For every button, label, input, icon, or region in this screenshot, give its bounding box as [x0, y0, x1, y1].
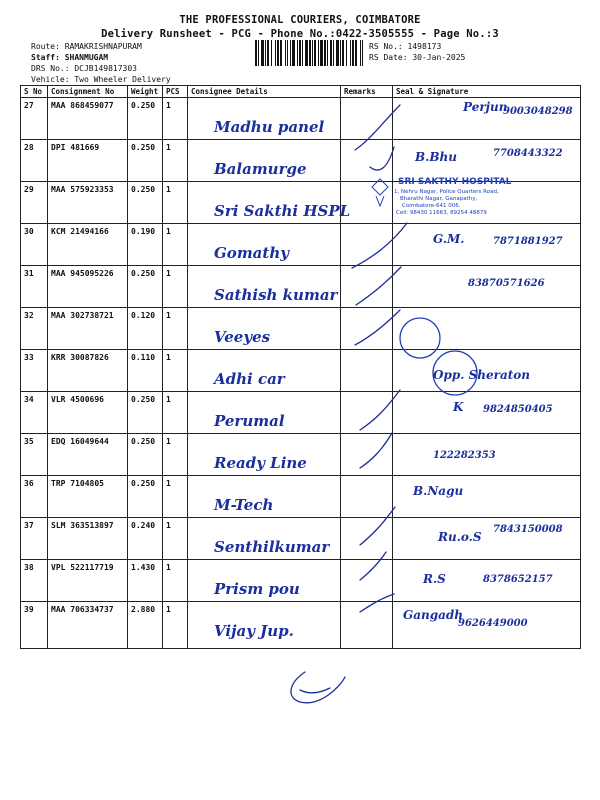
runsheet-subtitle: Delivery Runsheet - PCG - Phone No.:0422-3505555 - Page No.:3 — [101, 28, 499, 40]
cell-sno: 30 — [21, 224, 48, 266]
cell-pcs: 1 — [163, 308, 188, 350]
vehicle-value: Two Wheeler Delivery — [74, 75, 171, 84]
consignee-handwritten-name: M-Tech — [214, 496, 274, 514]
col-header-pcs: PCS — [163, 86, 188, 98]
barcode-bar — [333, 40, 334, 66]
vehicle-line — [31, 74, 171, 85]
signature-phone: 9626449000 — [458, 618, 528, 629]
cell-remarks — [341, 518, 393, 560]
stamp-line-0: SRI SAKTHY HOSPITAL — [398, 177, 512, 187]
signature-text: Perjun — [463, 100, 508, 114]
cell-consignee-details — [188, 182, 351, 224]
cell-weight: 0.250 — [128, 140, 163, 182]
barcode-bar — [302, 40, 303, 66]
cell-seal-signature — [393, 560, 581, 602]
cell-consignee-details — [188, 350, 341, 392]
barcode-bar — [330, 40, 332, 66]
route-line — [31, 41, 171, 52]
table-row — [21, 266, 581, 308]
cell-remarks — [341, 308, 393, 350]
drs-value: DCJB149817303 — [74, 64, 137, 73]
cell-sno: 37 — [21, 518, 48, 560]
cell-sno: 29 — [21, 182, 48, 224]
barcode-bar — [336, 40, 339, 66]
cell-sno: 36 — [21, 476, 48, 518]
cell-weight: 0.250 — [128, 98, 163, 140]
barcode-bar — [271, 40, 272, 66]
cell-weight: 0.250 — [128, 476, 163, 518]
table-row — [21, 476, 581, 518]
cell-sno: 35 — [21, 434, 48, 476]
barcode-bar — [309, 40, 311, 66]
cell-consignee-details — [188, 308, 341, 350]
cell-pcs: 1 — [163, 98, 188, 140]
barcode-bar — [350, 40, 351, 66]
cell-seal-signature — [393, 476, 581, 518]
cell-pcs: 1 — [163, 350, 188, 392]
signature-phone: 8378652157 — [483, 574, 553, 585]
barcode-bar — [305, 40, 308, 66]
cell-pcs: 1 — [163, 476, 188, 518]
signature-text: Opp. Sheraton — [433, 368, 530, 382]
cell-sno: 31 — [21, 266, 48, 308]
signature-phone: 7843150008 — [493, 524, 563, 535]
cell-consignment: MAA 706334737 — [48, 602, 128, 649]
cell-consignment: TRP 7104805 — [48, 476, 128, 518]
cell-consignment: MAA 945095226 — [48, 266, 128, 308]
barcode-bar — [290, 40, 291, 66]
signature-phone: 7708443322 — [493, 148, 563, 159]
cell-weight: 0.250 — [128, 182, 163, 224]
barcode-bar — [352, 40, 354, 66]
company-title: THE PROFESSIONAL COURIERS, COIMBATORE — [179, 14, 421, 26]
table-header-row — [21, 86, 581, 98]
cell-seal-signature — [393, 266, 581, 308]
col-header-weight: Weight — [128, 86, 163, 98]
barcode-bar — [324, 40, 326, 66]
stamp-line-3: Coimbatore-641 006. — [402, 203, 461, 209]
cell-pcs: 1 — [163, 560, 188, 602]
signature-text: K — [453, 400, 464, 414]
consignee-handwritten-name: Veeyes — [214, 328, 271, 346]
table-row — [21, 182, 581, 224]
cell-seal-signature — [393, 98, 581, 140]
barcode-bar — [287, 40, 288, 66]
barcode-bar — [261, 40, 264, 66]
cell-weight: 0.240 — [128, 518, 163, 560]
barcode-bar — [280, 40, 282, 66]
cell-consignment: MAA 868459077 — [48, 98, 128, 140]
rs-no-label: RS No.: — [369, 42, 403, 51]
cell-pcs: 1 — [163, 266, 188, 308]
barcode-bar — [312, 40, 313, 66]
barcode-bar — [292, 40, 295, 66]
table-row — [21, 518, 581, 560]
cell-consignee-details — [188, 560, 341, 602]
table-row — [21, 392, 581, 434]
barcode-bar — [267, 40, 269, 66]
cell-pcs: 1 — [163, 392, 188, 434]
cell-consignee-details — [188, 392, 341, 434]
cell-consignee-details — [188, 224, 341, 266]
signature-phone: 7871881927 — [493, 236, 563, 247]
cell-seal-signature — [393, 350, 581, 392]
cell-remarks — [341, 476, 393, 518]
signature-phone: 9824850405 — [483, 404, 553, 415]
barcode-bar — [275, 40, 276, 66]
barcode-bar — [340, 40, 341, 66]
consignee-handwritten-name: Senthilkumar — [214, 538, 330, 556]
table-row — [21, 98, 581, 140]
cell-weight: 0.190 — [128, 224, 163, 266]
cell-sno: 32 — [21, 308, 48, 350]
signature-text: G.M. — [433, 232, 465, 246]
signature-text: Ru.o.S — [438, 530, 482, 544]
signature-phone: 122282353 — [433, 450, 496, 461]
cell-remarks — [341, 434, 393, 476]
cell-remarks — [341, 392, 393, 434]
table-row — [21, 308, 581, 350]
table-row — [21, 560, 581, 602]
cell-weight: 0.250 — [128, 266, 163, 308]
cell-consignee-details — [188, 140, 341, 182]
col-header-remarks: Remarks — [341, 86, 393, 98]
cell-sno: 28 — [21, 140, 48, 182]
cell-sno: 34 — [21, 392, 48, 434]
rs-date-line — [369, 52, 465, 63]
cell-remarks — [341, 350, 393, 392]
cell-consignment: DPI 481669 — [48, 140, 128, 182]
cell-consignee-details — [188, 266, 341, 308]
cell-sno: 39 — [21, 602, 48, 649]
barcode-bar — [258, 40, 259, 66]
consignee-handwritten-name: Balamurge — [214, 160, 307, 178]
cell-consignee-details — [188, 434, 341, 476]
signature-text: B.Bhu — [415, 150, 457, 164]
cell-weight: 1.430 — [128, 560, 163, 602]
barcode-bar — [285, 40, 286, 66]
barcode-bar — [346, 40, 347, 66]
cell-consignee-details — [188, 602, 341, 649]
signature-phone: 9003048298 — [503, 106, 573, 117]
consignee-handwritten-name: Sri Sakthi HSPL — [214, 202, 351, 220]
rs-no-value: 1498173 — [407, 42, 442, 51]
consignee-handwritten-name: Ready Line — [214, 454, 307, 472]
cell-pcs: 1 — [163, 182, 188, 224]
drs-line — [31, 63, 171, 74]
meta-left-block — [31, 41, 171, 85]
signature-text: B.Nagu — [413, 484, 464, 498]
cell-remarks — [341, 560, 393, 602]
cell-consignment: VLR 4500696 — [48, 392, 128, 434]
table-row — [21, 224, 581, 266]
table-row — [21, 350, 581, 392]
cell-remarks — [341, 182, 393, 224]
table-row — [21, 140, 581, 182]
staff-label: Staff: — [31, 53, 60, 62]
signature-text: Gangadh — [403, 608, 464, 622]
col-header-consignee: Consignee Details — [188, 86, 341, 98]
barcode-bar — [265, 40, 266, 66]
cell-weight: 2.880 — [128, 602, 163, 649]
col-header-seal: Seal & Signature — [393, 86, 581, 98]
cell-consignment: SLM 363513897 — [48, 518, 128, 560]
cell-weight: 0.250 — [128, 392, 163, 434]
cell-consignee-details — [188, 98, 341, 140]
consignee-handwritten-name: Sathish kumar — [214, 286, 338, 304]
cell-pcs: 1 — [163, 602, 188, 649]
stamp-line-2: Bharathi Nagar, Ganapathy, — [400, 196, 478, 202]
cell-remarks — [341, 98, 393, 140]
col-header-consignment: Consignment No — [48, 86, 128, 98]
barcode-bar — [299, 40, 301, 66]
cell-remarks — [341, 266, 393, 308]
table-row — [21, 434, 581, 476]
cell-pcs: 1 — [163, 518, 188, 560]
cell-seal-signature — [393, 224, 581, 266]
cell-sno: 33 — [21, 350, 48, 392]
cell-consignment: KRR 30087826 — [48, 350, 128, 392]
cell-seal-signature — [393, 182, 581, 224]
cell-remarks — [341, 140, 393, 182]
cell-remarks — [341, 224, 393, 266]
rs-no-line — [369, 41, 465, 52]
rs-date-label: RS Date: — [369, 53, 408, 62]
cell-weight: 0.250 — [128, 434, 163, 476]
cell-seal-signature — [393, 518, 581, 560]
cell-seal-signature — [393, 308, 581, 350]
cell-seal-signature — [393, 434, 581, 476]
signature-text: R.S — [423, 572, 446, 586]
cell-weight: 0.120 — [128, 308, 163, 350]
signature-phone: 83870571626 — [468, 278, 545, 289]
stamp-line-4: Cell: 98430 11663, 89254 48879 — [396, 210, 487, 216]
stamp-line-1: 1, Nehru Nagar, Police Quarters Road, — [394, 189, 499, 195]
cell-consignment: VPL 522117719 — [48, 560, 128, 602]
cell-sno: 38 — [21, 560, 48, 602]
bottom-scribble — [291, 672, 345, 703]
route-value: RAMAKRISHNAPURAM — [64, 42, 142, 51]
barcode-bar — [318, 40, 319, 66]
consignee-handwritten-name: Gomathy — [214, 244, 289, 262]
cell-consignment: MAA 302738721 — [48, 308, 128, 350]
cell-remarks — [341, 602, 393, 649]
barcode-bar — [314, 40, 316, 66]
cell-consignment: EDQ 16049644 — [48, 434, 128, 476]
staff-line — [31, 52, 171, 63]
table-row — [21, 602, 581, 649]
consignee-handwritten-name: Adhi car — [214, 370, 285, 388]
cell-weight: 0.110 — [128, 350, 163, 392]
drs-label: DRS No.: — [31, 64, 70, 73]
consignee-handwritten-name: Madhu panel — [214, 118, 325, 136]
barcode-icon — [255, 40, 365, 66]
col-header-sno: S No — [21, 86, 48, 98]
barcode-bar — [355, 40, 357, 66]
vehicle-label: Vehicle: — [31, 75, 70, 84]
cell-pcs: 1 — [163, 434, 188, 476]
barcode-bar — [327, 40, 328, 66]
barcode-bar — [255, 40, 257, 66]
cell-sno: 27 — [21, 98, 48, 140]
cell-pcs: 1 — [163, 140, 188, 182]
route-label: Route: — [31, 42, 60, 51]
cell-seal-signature — [393, 602, 581, 649]
consignee-handwritten-name: Prism pou — [214, 580, 300, 598]
cell-consignment: MAA 575923353 — [48, 182, 128, 224]
barcode-bar — [297, 40, 298, 66]
barcode-bar — [362, 40, 363, 66]
cell-consignment: KCM 21494166 — [48, 224, 128, 266]
barcode-bar — [277, 40, 279, 66]
runsheet-table — [20, 85, 581, 649]
barcode-bar — [320, 40, 323, 66]
barcode-bar — [360, 40, 361, 66]
cell-seal-signature — [393, 392, 581, 434]
cell-pcs: 1 — [163, 224, 188, 266]
consignee-handwritten-name: Perumal — [214, 412, 285, 430]
staff-value: SHANMUGAM — [64, 53, 109, 62]
cell-consignee-details — [188, 518, 341, 560]
meta-right-block — [369, 41, 465, 63]
barcode-bar — [342, 40, 344, 66]
cell-consignee-details — [188, 476, 341, 518]
consignee-handwritten-name: Vijay Jup. — [214, 622, 294, 640]
rs-date-value: 30-Jan-2025 — [412, 53, 466, 62]
cell-seal-signature — [393, 140, 581, 182]
table-body — [21, 98, 581, 649]
